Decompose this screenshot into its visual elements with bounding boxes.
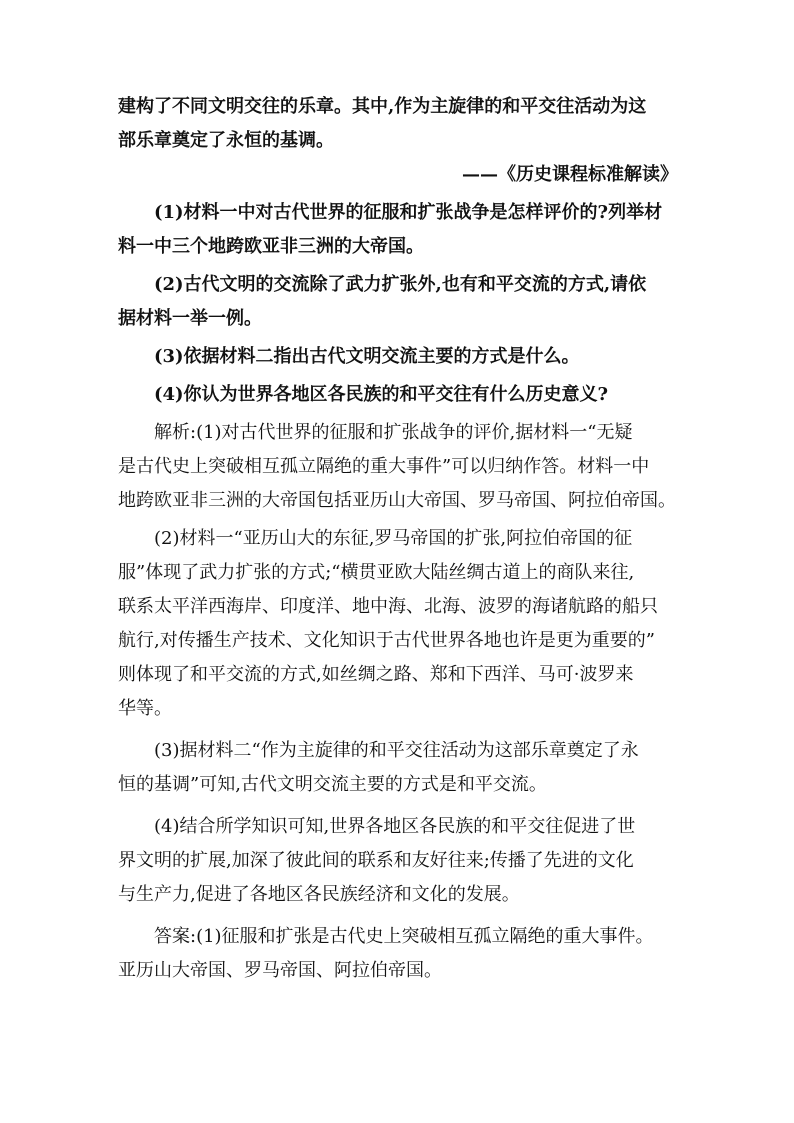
analysis-4-line-2: 界文明的扩展,加深了彼此间的联系和友好往来;传播了先进的文化 bbox=[118, 850, 634, 871]
analysis-2-line-6: 华等。 bbox=[118, 698, 172, 719]
question-1-line-2: 料一中三个地跨欧亚非三洲的大帝国。 bbox=[118, 236, 424, 257]
analysis-1-line-1: 解析:(1)对古代世界的征服和扩张战争的评价,据材料一“无疑 bbox=[154, 422, 633, 443]
analysis-3-line-1: (3)据材料二“作为主旋律的和平交往活动为这部乐章奠定了永 bbox=[154, 740, 639, 761]
analysis-4-line-3: 与生产力,促进了各地区各民族经济和文化的发展。 bbox=[118, 884, 520, 905]
analysis-2-line-5: 则体现了和平交流的方式,如丝绸之路、郑和下西洋、马可·波罗来 bbox=[118, 664, 634, 685]
analysis-4-line-1: (4)结合所学知识可知,世界各地区各民族的和平交往促进了世 bbox=[154, 816, 636, 837]
material-two-line-2: 部乐章奠定了永恒的基调。 bbox=[118, 130, 334, 151]
document-page bbox=[118, 90, 678, 988]
answer-line-1: 答案:(1)征服和扩张是古代史上突破相互孤立隔绝的重大事件。 bbox=[154, 926, 654, 947]
analysis-1-line-3: 地跨欧亚非三洲的大帝国包括亚历山大帝国、罗马帝国、阿拉伯帝国。 bbox=[118, 490, 676, 511]
question-2-line-2: 据材料一举一例。 bbox=[118, 308, 262, 329]
analysis-2-line-4: 航行,对传播生产技术、文化知识于古代世界各地也许是更为重要的” bbox=[118, 630, 655, 651]
source-citation: ——《历史课程标准解读》 bbox=[462, 164, 678, 185]
question-4: (4)你认为世界各地区各民族的和平交往有什么历史意义? bbox=[154, 384, 609, 405]
material-two-line-1: 建构了不同文明交往的乐章。其中,作为主旋律的和平交往活动为这 bbox=[118, 96, 647, 117]
analysis-3-line-2: 恒的基调”可知,古代文明交流主要的方式是和平交流。 bbox=[118, 774, 547, 795]
question-3: (3)依据材料二指出古代文明交流主要的方式是什么。 bbox=[154, 346, 580, 367]
question-1-line-1: (1)材料一中对古代世界的征服和扩张战争是怎样评价的?列举材 bbox=[154, 202, 663, 223]
analysis-2-line-1: (2)材料一“亚历山大的东征,罗马帝国的扩张,阿拉伯帝国的征 bbox=[154, 528, 633, 549]
answer-line-2: 亚历山大帝国、罗马帝国、阿拉伯帝国。 bbox=[118, 960, 442, 981]
question-2-line-1: (2)古代文明的交流除了武力扩张外,也有和平交流的方式,请依 bbox=[154, 274, 647, 295]
analysis-2-line-3: 联系太平洋西海岸、印度洋、地中海、北海、波罗的海诸航路的船只 bbox=[118, 596, 658, 617]
analysis-1-line-2: 是古代史上突破相互孤立隔绝的重大事件”可以归纳作答。材料一中 bbox=[118, 456, 650, 477]
analysis-2-line-2: 服”体现了武力扩张的方式;“横贯亚欧大陆丝绸古道上的商队来往, bbox=[118, 562, 635, 583]
